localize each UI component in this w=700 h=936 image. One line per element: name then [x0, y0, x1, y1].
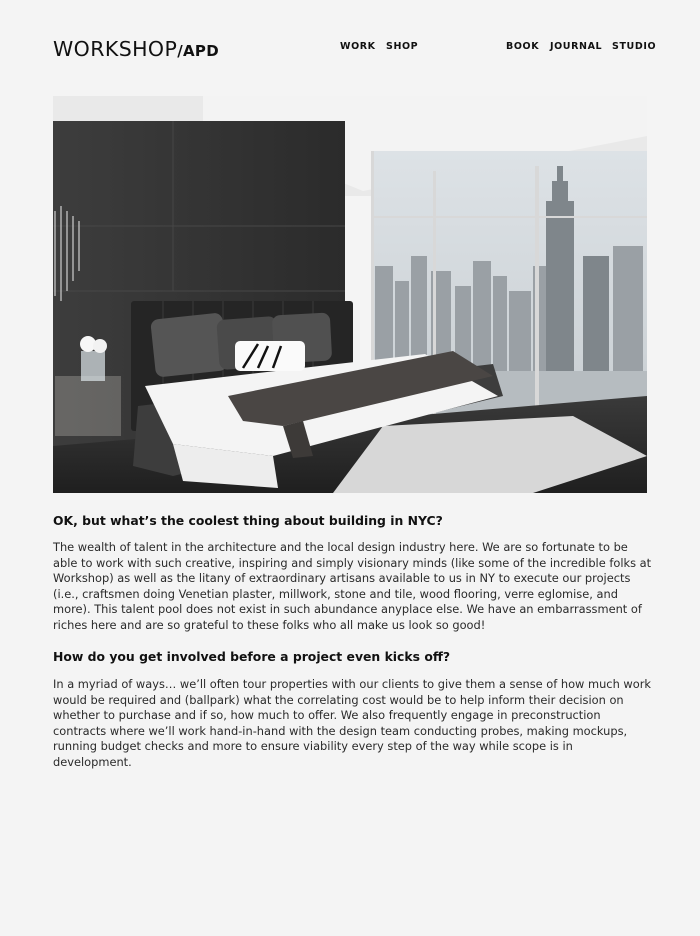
nav-book[interactable]: BOOK [506, 41, 540, 52]
logo-main-text: WORKSHOP [53, 37, 178, 61]
question-heading-1: OK, but what’s the coolest thing about building in NYC? [53, 513, 443, 528]
question-heading-2: How do you get involved before a project even kicks off? [53, 649, 451, 664]
nav-work[interactable]: WORK [340, 41, 376, 52]
site-logo[interactable] [53, 38, 219, 62]
nav-journal[interactable]: JOURNAL [550, 41, 603, 52]
hero-image [53, 96, 647, 493]
nav-shop[interactable]: SHOP [386, 41, 419, 52]
answer-paragraph-2: In a myriad of ways… we’ll often tour properties with our clients to give them a sense of how much work would be required and (ballpark) what the correlating cost would be to help inform their decision on whether to purchase and if so, how much to offer. We also frequently engage in preconstruction contracts where we’ll work hand-in-hand with the design team conducting probes, making mockups, running budget checks and more to ensure viability every step of the way while scope is in development. [53, 677, 651, 769]
answer-paragraph-1: The wealth of talent in the architecture and the local design industry here. We are so fortunate to be able to work with such creative, inspiring and simply visionary minds (like some of the incredible folks at Workshop) as well as the litany of extraordinary artisans available to us in NY to execute our projects (i.e., craftsmen doing Venetian plaster, millwork, stone and tile, wood flooring, verre eglomise, and more). This talent pool does not exist in such abundance anyplace else. We have an embarrassment of riches here and are so grateful to these folks who all make us look so good! [53, 540, 652, 632]
nav-studio[interactable]: STUDIO [612, 41, 657, 52]
logo-sub-text: /APD [177, 42, 219, 60]
